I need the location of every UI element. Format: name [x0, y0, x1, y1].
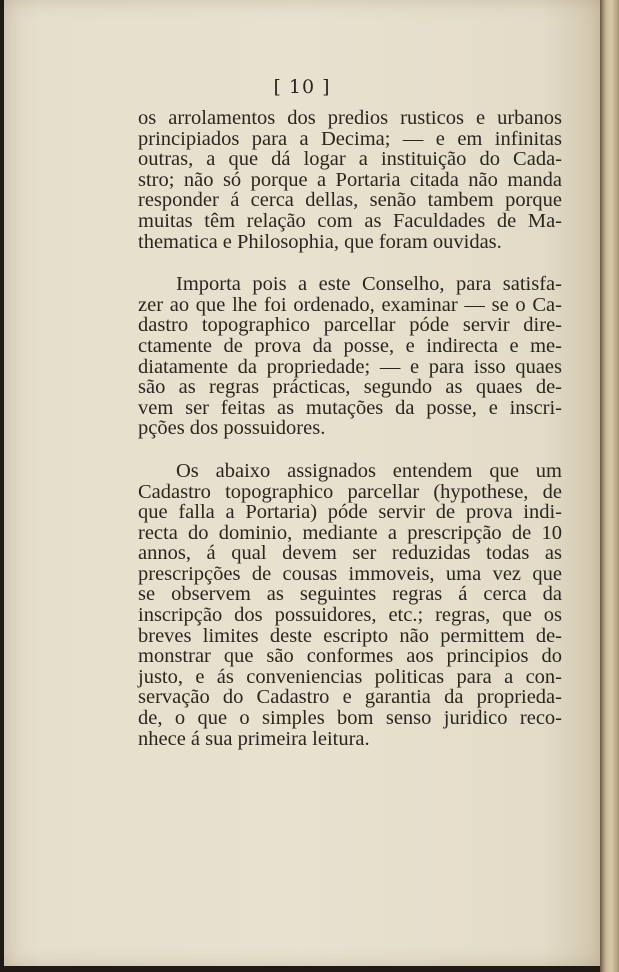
text-line: ctamente de prova da posse, e indirecta e me-: [138, 334, 562, 357]
text-line: monstrar que são conformes aos principios do: [138, 645, 562, 668]
text-line: são as regras prácticas, segundo as quaes de-: [138, 376, 562, 399]
text-line: breves limites deste escripto não permittem de-: [138, 624, 562, 647]
paragraph-1: [138, 108, 562, 252]
text-line: de, o que o simples bom senso juridico reco-: [138, 707, 562, 730]
text-line: responder á cerca dellas, senão tambem porque: [138, 189, 562, 212]
paragraph-3: [138, 461, 562, 749]
text-line: inscripção dos possuidores, etc.; regras, que os: [138, 604, 562, 627]
page-number: [ 10 ]: [273, 76, 331, 98]
text-line: outras, a que dá logar a instituição do Cada-: [138, 148, 562, 171]
text-line: muitas têm relação com as Faculdades de Ma-: [138, 209, 562, 232]
text-line: que falla a Portaria) póde servir de prova indi-: [138, 501, 562, 524]
text-line: justo, e ás conveniencias politicas para a con-: [138, 665, 562, 688]
body-text: [138, 108, 562, 771]
text-line: diatamente da propriedade; — e para isso quaes: [138, 355, 562, 378]
text-line: prescripções de cousas immoveis, uma vez que: [138, 562, 562, 585]
text-line: Cadastro topographico parcellar (hypothese, de: [138, 480, 562, 503]
paragraph-2: [138, 274, 562, 439]
book-page: [4, 0, 600, 966]
text-line: servação do Cadastro e garantia da proprieda-: [138, 686, 562, 709]
text-line: principiados para a Decima; — e em infinitas: [138, 127, 562, 150]
text-line: nhece á sua primeira leitura.: [138, 727, 370, 750]
text-line: annos, á qual devem ser reduzidas todas as: [138, 542, 562, 565]
page-edge: [600, 0, 619, 972]
text-line: Importa pois a este Conselho, para satisfa-: [176, 273, 562, 296]
text-line: os arrolamentos dos predios rusticos e urbanos: [138, 107, 562, 129]
text-line: vem ser feitas as mutações da posse, e inscri-: [138, 396, 562, 419]
text-line: pções dos possuidores.: [138, 417, 326, 440]
text-line: dastro topographico parcellar póde servir dire-: [138, 314, 562, 337]
text-line: stro; não só porque a Portaria citada não manda: [138, 168, 562, 191]
text-line: thematica e Philosophia, que foram ouvidas.: [138, 230, 502, 253]
text-line: Os abaixo assignados entendem que um: [176, 459, 562, 482]
text-line: zer ao que lhe foi ordenado, examinar — se o Ca-: [138, 293, 562, 316]
text-line: se observem as seguintes regras á cerca da: [138, 583, 562, 606]
text-line: recta do dominio, mediante a prescripção de 10: [138, 521, 562, 544]
